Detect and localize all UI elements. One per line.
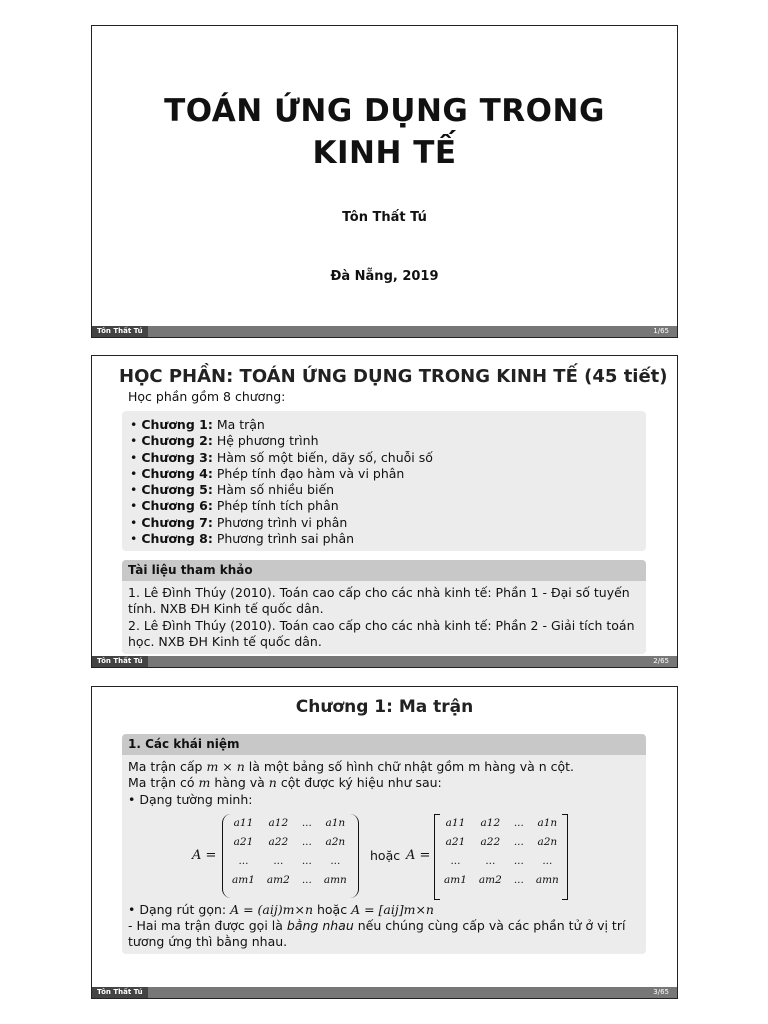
- matrix-paren: [226, 814, 353, 898]
- matrix-table: [226, 814, 353, 890]
- slide-footer: [92, 656, 677, 667]
- math-dim: m × n: [206, 759, 245, 774]
- matrix-cell: a11: [445, 817, 466, 830]
- chapter-text: Phép tính tích phân: [216, 498, 339, 514]
- matrix-cell: ...: [450, 855, 461, 868]
- box-body: [122, 755, 646, 954]
- slide-title: Chương 1: Ma trận: [295, 697, 474, 717]
- footer-author: Tôn Thất Tú: [92, 987, 148, 998]
- title-line-2: KINH TẾ: [312, 135, 457, 171]
- matrix-table: [438, 814, 565, 890]
- chapter-text: Hệ phương trình: [216, 433, 319, 449]
- text: là một bảng số hình chữ nhật gồm m hàng và n cột.: [244, 759, 575, 774]
- matrix-cell: ...: [301, 855, 312, 868]
- matrix-cell: a22: [268, 836, 289, 849]
- slide-3: [91, 686, 678, 999]
- matrix-cell: ...: [301, 874, 312, 887]
- slide-title: HỌC PHẦN: TOÁN ỨNG DỤNG TRONG KINH TẾ (45 tiết): [119, 366, 668, 387]
- box-heading: 1. Các khái niệm: [122, 734, 646, 755]
- matrix-cell: a11: [233, 817, 254, 830]
- right-paren: [350, 814, 359, 898]
- slide-title: [92, 90, 677, 174]
- matrix-cell: am1: [232, 874, 255, 887]
- matrix-bracket: [438, 814, 565, 898]
- list-item: • Chương 7: Phương trình vi phân: [130, 514, 348, 530]
- matrix-cell: a2n: [537, 836, 558, 849]
- matrix-cell: am1: [444, 874, 467, 887]
- matrix-cell: ...: [513, 817, 524, 830]
- emphasis: bằng nhau: [286, 918, 354, 934]
- definition-box: [122, 734, 646, 954]
- list-item: • Chương 3: Hàm số một biến, dãy số, chuỗi số: [130, 449, 433, 465]
- matrix-cell: am2: [478, 874, 502, 887]
- equation-label: A =: [406, 847, 431, 863]
- page-number: 1/65: [653, 327, 669, 335]
- page-number: 3/65: [653, 988, 669, 996]
- matrix-cell: a12: [480, 817, 501, 830]
- text: • Dạng rút gọn:: [128, 901, 231, 917]
- matrix-cell: ...: [301, 836, 312, 849]
- matrix-cell: ...: [542, 855, 553, 868]
- author: Tôn Thất Tú: [342, 210, 427, 225]
- chapter-label: Chương 7:: [141, 514, 213, 530]
- matrix-cell: ...: [513, 874, 524, 887]
- matrix-cell: a1n: [537, 817, 558, 830]
- bullet-explicit: • Dạng tường minh:: [128, 791, 253, 807]
- text: nếu chúng cùng cấp và các phần tử ở vị trí tương ứng thì bằng nhau.: [128, 918, 626, 950]
- chapter-text: Phương trình vi phân: [216, 514, 348, 530]
- list-item: • Chương 1: Ma trận: [130, 417, 265, 432]
- list-item: • Chương 6: Phép tính tích phân: [130, 498, 339, 514]
- references-heading: Tài liệu tham khảo: [122, 560, 646, 581]
- references-box: [122, 560, 646, 654]
- matrix-cell: a22: [480, 836, 501, 849]
- notation-line: [128, 775, 640, 791]
- slide-2: [91, 355, 678, 668]
- chapter-label: Chương 5:: [141, 482, 213, 498]
- slide-footer: [92, 987, 677, 998]
- matrix-cell: a21: [445, 836, 466, 849]
- matrix-equation: [128, 814, 640, 900]
- math-short-1: A = (aij)m×n: [230, 901, 313, 917]
- page-number: 2/65: [653, 657, 669, 665]
- text: - Hai ma trận được gọi là: [128, 918, 287, 934]
- matrix-cell: a2n: [325, 836, 346, 849]
- footer-author: Tôn Thất Tú: [92, 656, 148, 667]
- matrix-cell: ...: [330, 855, 341, 868]
- slide-subtitle: Học phần gồm 8 chương:: [128, 389, 286, 404]
- math-short-2: A = [aij]m×n: [351, 901, 434, 917]
- equality-definition: [128, 918, 640, 951]
- text: cột được ký hiệu như sau:: [276, 775, 442, 791]
- footer-author: Tôn Thất Tú: [92, 326, 148, 337]
- chapter-text: Phương trình sai phân: [216, 531, 355, 547]
- matrix-cell: ...: [513, 855, 524, 868]
- or-label: hoặc: [370, 847, 401, 863]
- matrix-cell: amn: [323, 874, 347, 887]
- bullet-short-form: [128, 902, 640, 918]
- matrix-cell: ...: [513, 836, 524, 849]
- matrix-cell: am2: [266, 874, 290, 887]
- matrix-cell: amn: [535, 874, 559, 887]
- list-item: • Chương 4: Phép tính đạo hàm và vi phân: [130, 465, 405, 481]
- chapter-label: Chương 6:: [141, 498, 213, 514]
- reference-item: 1. Lê Đình Thúy (2010). Toán cao cấp cho các nhà kinh tế: Phần 1 - Đại số tuyến tính. NXB ĐH Kinh tế quốc dân.: [128, 585, 630, 617]
- chapter-label: Chương 2:: [141, 433, 213, 449]
- definition-line: [128, 759, 640, 775]
- text: Ma trận cấp: [128, 759, 207, 774]
- right-bracket: [562, 814, 568, 900]
- slide-1: [91, 25, 678, 338]
- reference-item: 2. Lê Đình Thúy (2010). Toán cao cấp cho các nhà kinh tế: Phần 2 - Giải tích toán học. NXB ĐH Kinh tế quốc dân.: [128, 617, 635, 649]
- matrix-cell: ...: [238, 855, 249, 868]
- matrix-cell: a21: [233, 836, 254, 849]
- matrix-cell: ...: [301, 817, 312, 830]
- matrix-cell: ...: [485, 855, 496, 868]
- text: hoặc: [313, 901, 352, 917]
- math-n: n: [268, 775, 277, 791]
- chapter-label: Chương 8:: [141, 531, 213, 547]
- chapter-list: [122, 411, 646, 547]
- matrix-cell: a12: [268, 817, 289, 830]
- chapter-text: Hàm số một biến, dãy số, chuỗi số: [216, 449, 433, 465]
- chapter-box: [122, 411, 646, 551]
- equation-label: A =: [192, 847, 217, 863]
- slide-footer: [92, 326, 677, 337]
- chapter-label: Chương 4:: [141, 465, 213, 481]
- chapter-text: Ma trận: [216, 417, 265, 432]
- place-date: Đà Nẵng, 2019: [330, 269, 439, 284]
- references-body: [122, 581, 646, 654]
- list-item: • Chương 8: Phương trình sai phân: [130, 531, 355, 547]
- chapter-label: Chương 1:: [141, 417, 213, 432]
- text: hàng và: [210, 775, 269, 791]
- list-item: • Chương 2: Hệ phương trình: [130, 433, 319, 449]
- matrix-cell: ...: [273, 855, 284, 868]
- list-item: • Chương 5: Hàm số nhiều biến: [130, 482, 335, 498]
- chapter-label: Chương 3:: [141, 449, 213, 465]
- matrix-cell: a1n: [325, 817, 346, 830]
- math-m: m: [198, 775, 211, 791]
- chapter-text: Phép tính đạo hàm và vi phân: [216, 465, 405, 481]
- chapter-text: Hàm số nhiều biến: [216, 482, 335, 498]
- text: Ma trận có: [128, 775, 199, 791]
- title-line-1: TOÁN ỨNG DỤNG TRONG: [164, 93, 605, 129]
